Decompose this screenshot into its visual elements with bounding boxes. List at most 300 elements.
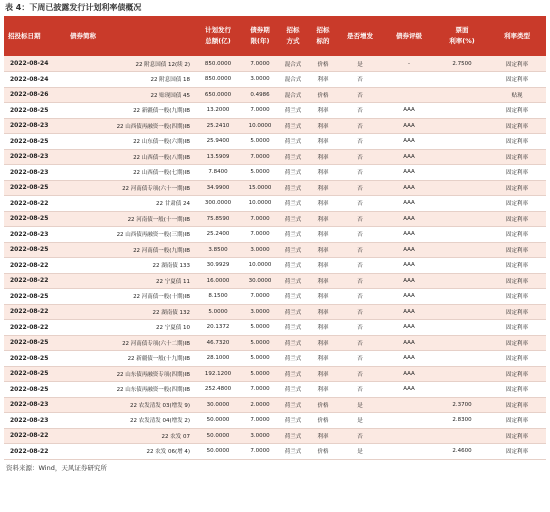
term-cell: 7.0000 xyxy=(242,149,278,165)
reissue-cell: 否 xyxy=(338,165,382,181)
tender-method-cell: 荷兰式 xyxy=(278,320,308,336)
rate-type-cell: 固定利率 xyxy=(488,227,546,243)
tender-method-cell: 荷兰式 xyxy=(278,103,308,119)
bond-name-cell: 22 河南债专项(六十二期)IB xyxy=(66,335,194,351)
rate-type-cell: 固定利率 xyxy=(488,165,546,181)
bond-name-cell: 22 新疆债一般(十九期)IB xyxy=(66,351,194,367)
date-cell: 2022-08-23 xyxy=(4,149,66,165)
tender-method-cell: 荷兰式 xyxy=(278,134,308,150)
coupon-cell xyxy=(436,351,488,367)
rating-cell: AAA xyxy=(382,196,436,212)
tender-target-cell: 利率 xyxy=(308,211,338,227)
header-line: 票面 xyxy=(455,26,469,34)
reissue-cell: 否 xyxy=(338,72,382,88)
table-row xyxy=(4,413,546,429)
term-cell: 10.0000 xyxy=(242,258,278,274)
table-row xyxy=(4,103,546,119)
table-title: 表 4：下周已披露发行计划利率债概况 xyxy=(5,3,142,12)
amount-cell: 34.9900 xyxy=(194,180,242,196)
rating-cell: AAA xyxy=(382,149,436,165)
tender-method-cell: 荷兰式 xyxy=(278,211,308,227)
bond-name-cell: 22 山东债再融资专项(四期)IB xyxy=(66,366,194,382)
date-cell: 2022-08-22 xyxy=(4,304,66,320)
date-cell: 2022-08-23 xyxy=(4,227,66,243)
bond-name-cell: 22 农发 07 xyxy=(66,428,194,444)
rate-type-cell: 固定利率 xyxy=(488,103,546,119)
rate-type-cell: 固定利率 xyxy=(488,335,546,351)
table-row xyxy=(4,428,546,444)
header-line: 招标 xyxy=(316,26,330,34)
tender-method-cell: 荷兰式 xyxy=(278,196,308,212)
table-row xyxy=(4,118,546,134)
coupon-cell xyxy=(436,382,488,398)
tender-target-cell: 利率 xyxy=(308,227,338,243)
reissue-cell: 否 xyxy=(338,227,382,243)
tender-method-cell: 荷兰式 xyxy=(278,149,308,165)
header-is-reissue xyxy=(338,16,382,56)
table-body xyxy=(4,56,546,459)
bond-name-cell: 22 河南债专项(六十一期)IB xyxy=(66,180,194,196)
bond-name-cell: 22 新疆债一般(九期)IB xyxy=(66,103,194,119)
tender-method-cell: 荷兰式 xyxy=(278,304,308,320)
bond-name-cell: 22 宁夏债 10 xyxy=(66,320,194,336)
amount-cell: 28.1000 xyxy=(194,351,242,367)
rating-cell xyxy=(382,72,436,88)
rate-type-cell: 固定利率 xyxy=(488,320,546,336)
table-row xyxy=(4,196,546,212)
tender-target-cell: 利率 xyxy=(308,351,338,367)
amount-cell: 30.0000 xyxy=(194,397,242,413)
date-cell: 2022-08-25 xyxy=(4,366,66,382)
amount-cell: 192.1200 xyxy=(194,366,242,382)
term-cell: 3.0000 xyxy=(242,304,278,320)
tender-target-cell: 价格 xyxy=(308,413,338,429)
header-rating xyxy=(382,16,436,56)
reissue-cell: 否 xyxy=(338,289,382,305)
tender-method-cell: 荷兰式 xyxy=(278,273,308,289)
date-cell: 2022-08-23 xyxy=(4,397,66,413)
tender-method-cell: 荷兰式 xyxy=(278,444,308,460)
table-row xyxy=(4,242,546,258)
term-cell: 5.0000 xyxy=(242,366,278,382)
bond-name-cell: 22 附息国债 18 xyxy=(66,72,194,88)
term-cell: 15.0000 xyxy=(242,180,278,196)
coupon-cell xyxy=(436,258,488,274)
rating-cell: AAA xyxy=(382,320,436,336)
amount-cell: 25.2410 xyxy=(194,118,242,134)
tender-target-cell: 利率 xyxy=(308,149,338,165)
coupon-cell xyxy=(436,289,488,305)
rate-type-cell: 固定利率 xyxy=(488,134,546,150)
table-row xyxy=(4,211,546,227)
rating-cell xyxy=(382,428,436,444)
rating-cell: AAA xyxy=(382,211,436,227)
rating-cell: AAA xyxy=(382,242,436,258)
tender-method-cell: 荷兰式 xyxy=(278,258,308,274)
tender-target-cell: 利率 xyxy=(308,103,338,119)
bond-name-cell: 22 农发清发 03(增发 9) xyxy=(66,397,194,413)
rate-type-cell: 固定利率 xyxy=(488,397,546,413)
reissue-cell: 否 xyxy=(338,87,382,103)
tender-method-cell: 混合式 xyxy=(278,87,308,103)
coupon-cell: 2.4600 xyxy=(436,444,488,460)
rating-cell: AAA xyxy=(382,273,436,289)
date-cell: 2022-08-25 xyxy=(4,242,66,258)
table-row xyxy=(4,56,546,72)
table-row xyxy=(4,273,546,289)
header-line: 债券期 xyxy=(250,26,270,34)
term-cell: 10.0000 xyxy=(242,118,278,134)
header-tender-method xyxy=(278,16,308,56)
amount-cell: 850.0000 xyxy=(194,56,242,72)
coupon-cell xyxy=(436,242,488,258)
reissue-cell: 否 xyxy=(338,320,382,336)
rating-cell: AAA xyxy=(382,118,436,134)
rate-type-cell: 固定利率 xyxy=(488,72,546,88)
table-row xyxy=(4,149,546,165)
term-cell: 0.4986 xyxy=(242,87,278,103)
date-cell: 2022-08-25 xyxy=(4,335,66,351)
tender-method-cell: 荷兰式 xyxy=(278,227,308,243)
coupon-cell xyxy=(436,227,488,243)
tender-target-cell: 利率 xyxy=(308,72,338,88)
tender-method-cell: 荷兰式 xyxy=(278,242,308,258)
header-line: 方式 xyxy=(286,37,300,45)
amount-cell: 13.5909 xyxy=(194,149,242,165)
tender-target-cell: 利率 xyxy=(308,335,338,351)
reissue-cell: 否 xyxy=(338,211,382,227)
rate-type-cell: 固定利率 xyxy=(488,351,546,367)
rating-cell: AAA xyxy=(382,103,436,119)
tender-target-cell: 利率 xyxy=(308,242,338,258)
table-row xyxy=(4,180,546,196)
date-cell: 2022-08-25 xyxy=(4,351,66,367)
date-cell: 2022-08-25 xyxy=(4,289,66,305)
coupon-cell xyxy=(436,196,488,212)
coupon-cell xyxy=(436,87,488,103)
table-row xyxy=(4,87,546,103)
table-row xyxy=(4,320,546,336)
bond-name-cell: 22 山西债一般(七期)IB xyxy=(66,165,194,181)
table-row xyxy=(4,335,546,351)
rate-type-cell: 固定利率 xyxy=(488,444,546,460)
rating-cell xyxy=(382,413,436,429)
coupon-cell xyxy=(436,428,488,444)
date-cell: 2022-08-25 xyxy=(4,134,66,150)
table-row xyxy=(4,165,546,181)
term-cell: 7.0000 xyxy=(242,211,278,227)
rating-cell: AAA xyxy=(382,351,436,367)
header-line: 限(年) xyxy=(250,37,270,45)
header-line: 标的 xyxy=(316,37,330,45)
term-cell: 5.0000 xyxy=(242,134,278,150)
bond-name-cell: 22 河南债一般(十一期)IB xyxy=(66,211,194,227)
header-rate-type xyxy=(488,16,546,56)
term-cell: 7.0000 xyxy=(242,382,278,398)
rate-type-cell: 固定利率 xyxy=(488,413,546,429)
rate-type-cell: 固定利率 xyxy=(488,196,546,212)
reissue-cell: 否 xyxy=(338,304,382,320)
amount-cell: 16.0000 xyxy=(194,273,242,289)
tender-target-cell: 利率 xyxy=(308,273,338,289)
amount-cell: 8.1500 xyxy=(194,289,242,305)
rate-type-cell: 固定利率 xyxy=(488,289,546,305)
tender-method-cell: 混合式 xyxy=(278,72,308,88)
rating-cell: AAA xyxy=(382,382,436,398)
rating-cell: AAA xyxy=(382,180,436,196)
tender-method-cell: 荷兰式 xyxy=(278,413,308,429)
bond-name-cell: 22 附息国债 12(续 2) xyxy=(66,56,194,72)
header-line: 利率类型 xyxy=(504,31,530,40)
date-cell: 2022-08-22 xyxy=(4,444,66,460)
tender-target-cell: 利率 xyxy=(308,196,338,212)
rate-type-cell: 固定利率 xyxy=(488,273,546,289)
term-cell: 30.0000 xyxy=(242,273,278,289)
amount-cell: 30.9929 xyxy=(194,258,242,274)
header-line: 计划发行 xyxy=(205,26,231,34)
amount-cell: 850.0000 xyxy=(194,72,242,88)
amount-cell: 650.0000 xyxy=(194,87,242,103)
coupon-cell: 2.3700 xyxy=(436,397,488,413)
rate-type-cell: 贴现 xyxy=(488,87,546,103)
date-cell: 2022-08-24 xyxy=(4,72,66,88)
tender-target-cell: 利率 xyxy=(308,320,338,336)
header-line: 总额(亿) xyxy=(205,37,231,45)
bond-name-cell: 22 甘肃债 24 xyxy=(66,196,194,212)
rating-cell: AAA xyxy=(382,227,436,243)
rate-type-cell: 固定利率 xyxy=(488,211,546,227)
header-bond-name xyxy=(66,16,194,56)
coupon-cell xyxy=(436,118,488,134)
rating-cell: AAA xyxy=(382,134,436,150)
reissue-cell: 否 xyxy=(338,273,382,289)
amount-cell: 300.0000 xyxy=(194,196,242,212)
amount-cell: 75.8590 xyxy=(194,211,242,227)
tender-target-cell: 价格 xyxy=(308,444,338,460)
tender-method-cell: 荷兰式 xyxy=(278,335,308,351)
coupon-cell xyxy=(436,320,488,336)
term-cell: 2.0000 xyxy=(242,397,278,413)
amount-cell: 50.0000 xyxy=(194,444,242,460)
bond-name-cell: 22 农发清发 04(增发 2) xyxy=(66,413,194,429)
date-cell: 2022-08-22 xyxy=(4,428,66,444)
source-note: 资料来源：Wind，天风证券研究所 xyxy=(6,463,107,472)
table-row xyxy=(4,304,546,320)
reissue-cell: 否 xyxy=(338,180,382,196)
tender-target-cell: 价格 xyxy=(308,397,338,413)
header-planned-amount xyxy=(194,16,242,56)
reissue-cell: 否 xyxy=(338,149,382,165)
header-line: 是否增发 xyxy=(347,31,373,40)
date-cell: 2022-08-23 xyxy=(4,413,66,429)
term-cell: 7.0000 xyxy=(242,413,278,429)
rating-cell xyxy=(382,444,436,460)
rating-cell: AAA xyxy=(382,335,436,351)
term-cell: 7.0000 xyxy=(242,289,278,305)
header-tender-target xyxy=(308,16,338,56)
term-cell: 5.0000 xyxy=(242,335,278,351)
header-line: 招投标日期 xyxy=(8,31,41,40)
reissue-cell: 否 xyxy=(338,366,382,382)
date-cell: 2022-08-22 xyxy=(4,320,66,336)
bond-name-cell: 22 山西债再融资一般(四期)IB xyxy=(66,118,194,134)
date-cell: 2022-08-22 xyxy=(4,258,66,274)
bond-name-cell: 22 山西债再融资一般(三期)IB xyxy=(66,227,194,243)
rating-cell: - xyxy=(382,56,436,72)
amount-cell: 50.0000 xyxy=(194,428,242,444)
bond-name-cell: 22 湖南债 132 xyxy=(66,304,194,320)
tender-method-cell: 荷兰式 xyxy=(278,428,308,444)
tender-target-cell: 利率 xyxy=(308,165,338,181)
term-cell: 7.0000 xyxy=(242,444,278,460)
bond-name-cell: 22 贴现国债 45 xyxy=(66,87,194,103)
bond-name-cell: 22 河南债一般(十期)IB xyxy=(66,289,194,305)
table-row xyxy=(4,72,546,88)
reissue-cell: 否 xyxy=(338,118,382,134)
rate-type-cell: 固定利率 xyxy=(488,304,546,320)
tender-target-cell: 利率 xyxy=(308,134,338,150)
tender-method-cell: 混合式 xyxy=(278,56,308,72)
bond-name-cell: 22 河南债一般(九期)IB xyxy=(66,242,194,258)
amount-cell: 13.2000 xyxy=(194,103,242,119)
tender-target-cell: 利率 xyxy=(308,366,338,382)
header-coupon-rate xyxy=(436,16,488,56)
term-cell: 5.0000 xyxy=(242,351,278,367)
rate-type-cell: 固定利率 xyxy=(488,258,546,274)
rating-cell: AAA xyxy=(382,165,436,181)
header-line: 利率(%) xyxy=(449,37,475,45)
rate-type-cell: 固定利率 xyxy=(488,180,546,196)
term-cell: 10.0000 xyxy=(242,196,278,212)
tender-method-cell: 荷兰式 xyxy=(278,382,308,398)
header-date xyxy=(4,16,66,56)
bond-name-cell: 22 山东债再融资一般(四期)IB xyxy=(66,382,194,398)
term-cell: 5.0000 xyxy=(242,165,278,181)
coupon-cell xyxy=(436,335,488,351)
table-row xyxy=(4,351,546,367)
amount-cell: 20.1372 xyxy=(194,320,242,336)
tender-method-cell: 荷兰式 xyxy=(278,397,308,413)
table-row xyxy=(4,227,546,243)
coupon-cell xyxy=(436,211,488,227)
date-cell: 2022-08-22 xyxy=(4,196,66,212)
term-cell: 7.0000 xyxy=(242,56,278,72)
term-cell: 5.0000 xyxy=(242,320,278,336)
table-header-row xyxy=(4,16,546,56)
tender-target-cell: 利率 xyxy=(308,289,338,305)
coupon-cell xyxy=(436,103,488,119)
tender-target-cell: 利率 xyxy=(308,180,338,196)
table-row xyxy=(4,444,546,460)
rate-type-cell: 固定利率 xyxy=(488,56,546,72)
reissue-cell: 是 xyxy=(338,413,382,429)
rating-cell: AAA xyxy=(382,258,436,274)
rate-type-cell: 固定利率 xyxy=(488,382,546,398)
date-cell: 2022-08-25 xyxy=(4,382,66,398)
date-cell: 2022-08-25 xyxy=(4,211,66,227)
date-cell: 2022-08-23 xyxy=(4,118,66,134)
tender-method-cell: 荷兰式 xyxy=(278,118,308,134)
amount-cell: 5.0000 xyxy=(194,304,242,320)
table-row xyxy=(4,397,546,413)
reissue-cell: 否 xyxy=(338,258,382,274)
reissue-cell: 否 xyxy=(338,335,382,351)
tender-method-cell: 荷兰式 xyxy=(278,289,308,305)
reissue-cell: 否 xyxy=(338,351,382,367)
coupon-cell xyxy=(436,304,488,320)
amount-cell: 50.0000 xyxy=(194,413,242,429)
rate-type-cell: 固定利率 xyxy=(488,242,546,258)
date-cell: 2022-08-26 xyxy=(4,87,66,103)
rating-cell xyxy=(382,397,436,413)
rating-cell: AAA xyxy=(382,304,436,320)
table-row xyxy=(4,366,546,382)
reissue-cell: 是 xyxy=(338,56,382,72)
date-cell: 2022-08-24 xyxy=(4,56,66,72)
rating-cell: AAA xyxy=(382,289,436,305)
tender-method-cell: 荷兰式 xyxy=(278,351,308,367)
coupon-cell xyxy=(436,149,488,165)
header-line: 招标 xyxy=(286,26,300,34)
tender-target-cell: 利率 xyxy=(308,304,338,320)
reissue-cell: 否 xyxy=(338,242,382,258)
amount-cell: 46.7320 xyxy=(194,335,242,351)
term-cell: 7.0000 xyxy=(242,103,278,119)
coupon-cell xyxy=(436,165,488,181)
reissue-cell: 是 xyxy=(338,397,382,413)
coupon-cell: 2.8300 xyxy=(436,413,488,429)
reissue-cell: 否 xyxy=(338,103,382,119)
term-cell: 3.0000 xyxy=(242,428,278,444)
amount-cell: 25.2400 xyxy=(194,227,242,243)
coupon-cell xyxy=(436,273,488,289)
tender-target-cell: 价格 xyxy=(308,56,338,72)
rating-cell: AAA xyxy=(382,366,436,382)
term-cell: 3.0000 xyxy=(242,72,278,88)
bond-name-cell: 22 农发 06(增 4) xyxy=(66,444,194,460)
coupon-cell xyxy=(436,72,488,88)
table-row xyxy=(4,258,546,274)
amount-cell: 25.9400 xyxy=(194,134,242,150)
date-cell: 2022-08-23 xyxy=(4,165,66,181)
header-line: 债券简称 xyxy=(70,31,96,40)
tender-target-cell: 利率 xyxy=(308,118,338,134)
date-cell: 2022-08-22 xyxy=(4,273,66,289)
date-cell: 2022-08-25 xyxy=(4,180,66,196)
table-row xyxy=(4,289,546,305)
rating-cell xyxy=(382,87,436,103)
bond-name-cell: 22 山西债一般(八期)IB xyxy=(66,149,194,165)
tender-target-cell: 价格 xyxy=(308,87,338,103)
term-cell: 7.0000 xyxy=(242,227,278,243)
tender-method-cell: 荷兰式 xyxy=(278,180,308,196)
rate-type-cell: 固定利率 xyxy=(488,149,546,165)
tender-method-cell: 荷兰式 xyxy=(278,366,308,382)
amount-cell: 3.8500 xyxy=(194,242,242,258)
reissue-cell: 否 xyxy=(338,196,382,212)
tender-target-cell: 利率 xyxy=(308,382,338,398)
header-term xyxy=(242,16,278,56)
amount-cell: 7.8400 xyxy=(194,165,242,181)
bond-name-cell: 22 宁夏债 11 xyxy=(66,273,194,289)
bond-name-cell: 22 湖南债 133 xyxy=(66,258,194,274)
table-row xyxy=(4,382,546,398)
term-cell: 3.0000 xyxy=(242,242,278,258)
rate-type-cell: 固定利率 xyxy=(488,118,546,134)
bond-issuance-table xyxy=(4,16,546,460)
table-row xyxy=(4,134,546,150)
reissue-cell: 否 xyxy=(338,428,382,444)
